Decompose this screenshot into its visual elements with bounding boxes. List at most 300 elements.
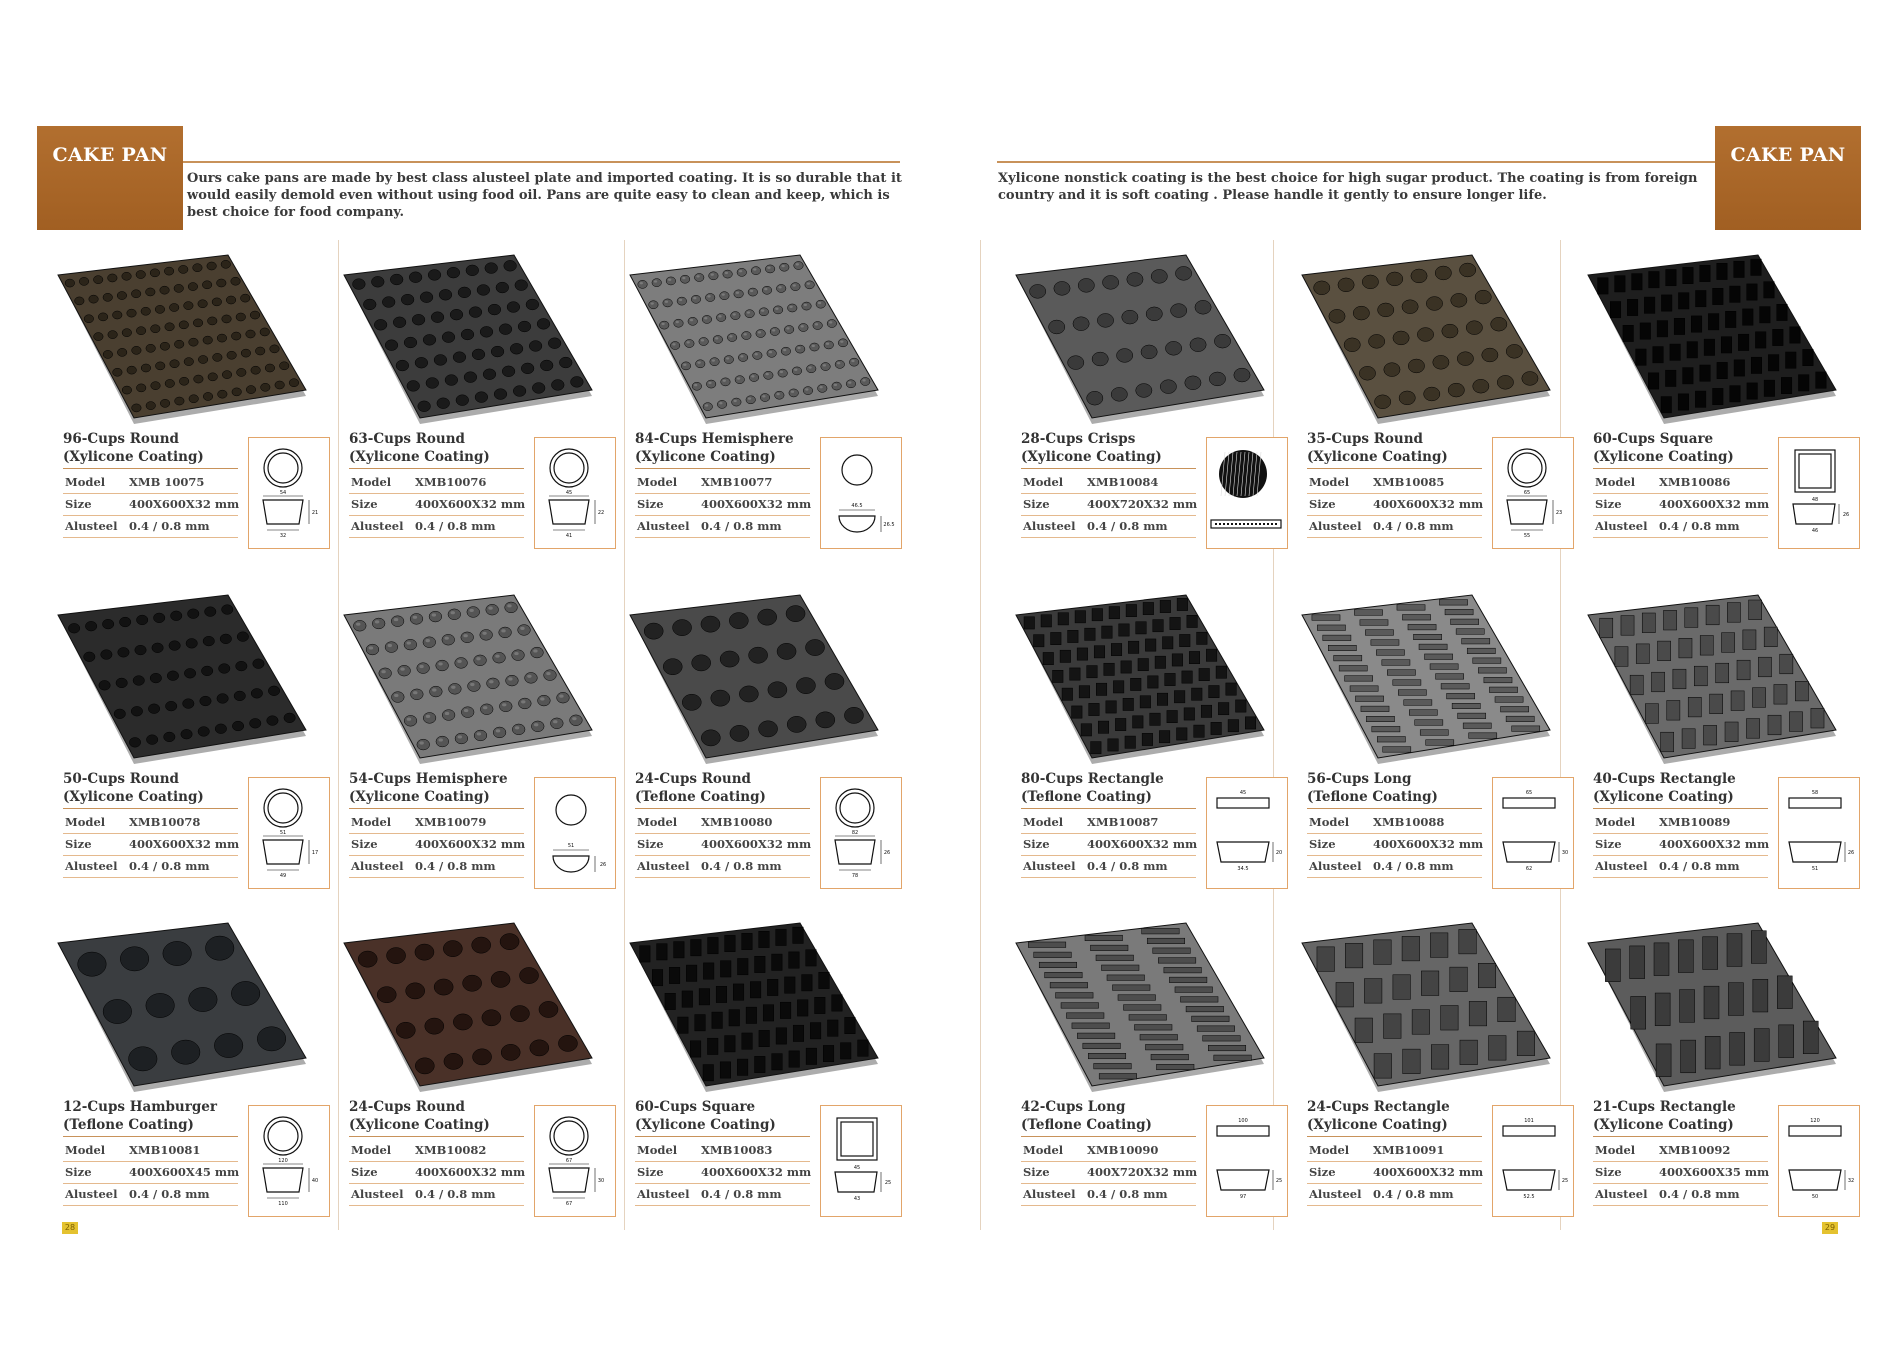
product-name [1593, 1098, 1778, 1134]
spec-label: Size [1595, 1165, 1622, 1179]
product-name [1593, 430, 1778, 466]
spec-value: 400X720X32 mm [1087, 1165, 1198, 1179]
spec-row-size [1021, 834, 1196, 856]
spec-label: Size [637, 837, 664, 851]
spec-label: Model [1023, 815, 1064, 829]
spec-row-alusteel [349, 856, 524, 878]
dimension-diagram [535, 778, 614, 887]
spec-value: 400X600X32 mm [129, 837, 240, 851]
spec-value: XMB10077 [701, 475, 773, 489]
spec-rule [1021, 537, 1196, 538]
product-card [1282, 580, 1569, 910]
spec-value: 400X720X32 mm [1087, 497, 1198, 511]
spec-value: 0.4 / 0.8 mm [701, 1187, 782, 1201]
spec-label: Size [1023, 837, 1050, 851]
intro-text-right: Xylicone nonstick coating is the best choice for high sugar product. The coating is from foreign country and it is soft coating . Please handle it gently to ensure longer life. [998, 171, 1698, 203]
spec-label: Size [637, 497, 664, 511]
product-title: 63-Cups Round [349, 431, 465, 447]
product-name [635, 1098, 820, 1134]
spec-value: 0.4 / 0.8 mm [129, 859, 210, 873]
spec-value: XMB10089 [1659, 815, 1731, 829]
spec-row-alusteel [635, 856, 810, 878]
dimension-diagram-frame [1778, 777, 1860, 889]
product-name [1021, 430, 1206, 466]
spec-value: XMB10087 [1087, 815, 1159, 829]
title-rule [1307, 1136, 1482, 1137]
spec-row-model [1307, 1140, 1482, 1162]
dimension-diagram-frame [1206, 777, 1288, 889]
product-photo [324, 240, 596, 430]
spec-label: Alusteel [1309, 519, 1362, 533]
dimension-label: 26 [883, 850, 891, 856]
product-card [996, 908, 1283, 1238]
title-rule [1593, 808, 1768, 809]
spec-rule [635, 1205, 810, 1206]
dimension-diagram [1493, 1106, 1572, 1215]
dimension-label: 110 [278, 1201, 288, 1207]
product-title: 56-Cups Long [1307, 771, 1412, 787]
spec-row-alusteel [1021, 1184, 1196, 1206]
page-number-left: 28 [62, 1222, 78, 1234]
spec-label: Size [351, 1165, 378, 1179]
spec-value: 0.4 / 0.8 mm [1373, 859, 1454, 873]
product-photo-frame [1282, 908, 1554, 1098]
spec-row-model [1021, 1140, 1196, 1162]
dimension-label: 25 [1561, 1178, 1569, 1184]
spec-label: Alusteel [65, 1187, 118, 1201]
spec-row-alusteel [1307, 1184, 1482, 1206]
dimension-label: 100 [1238, 1118, 1248, 1124]
product-card [610, 908, 892, 1238]
product-name [349, 1098, 534, 1134]
spec-row-alusteel [1593, 856, 1768, 878]
dimension-diagram-frame [534, 437, 616, 549]
dimension-diagram [821, 778, 900, 887]
product-coating: (Teflone Coating) [1021, 789, 1152, 805]
dimension-label: 20 [1275, 850, 1283, 856]
product-name [63, 430, 248, 466]
product-card [38, 240, 319, 570]
spec-label: Model [65, 1143, 106, 1157]
product-photo-frame [1282, 580, 1554, 770]
spec-row-size [635, 494, 810, 516]
spec-value: XMB10082 [415, 1143, 487, 1157]
product-photo-frame [610, 580, 882, 770]
dimension-label: 30 [1561, 850, 1569, 856]
spec-row-model [1593, 812, 1768, 834]
dimension-diagram [535, 1106, 614, 1215]
product-coating: (Teflone Coating) [63, 1117, 194, 1133]
spec-value: XMB10091 [1373, 1143, 1445, 1157]
product-coating: (Xylicone Coating) [349, 789, 490, 805]
product-name [63, 1098, 248, 1134]
dimension-label: 32 [1847, 1178, 1855, 1184]
dimension-diagram-frame [1492, 437, 1574, 549]
product-card [996, 240, 1268, 570]
dimension-diagram [1493, 778, 1572, 887]
spec-row-size [1593, 494, 1768, 516]
product-title: 54-Cups Hemisphere [349, 771, 508, 787]
spec-label: Model [1595, 475, 1636, 489]
spec-value: 400X600X32 mm [129, 497, 240, 511]
spec-value: 400X600X32 mm [701, 497, 812, 511]
spec-value: 0.4 / 0.8 mm [1373, 519, 1454, 533]
spec-rule [1593, 537, 1768, 538]
spec-row-model [1593, 1140, 1768, 1162]
spec-value: 0.4 / 0.8 mm [415, 519, 496, 533]
spec-value: 400X600X45 mm [129, 1165, 240, 1179]
spec-row-alusteel [349, 1184, 524, 1206]
dimension-diagram-frame [1206, 437, 1288, 549]
dimension-label: 26 [1847, 850, 1855, 856]
spec-label: Size [1595, 497, 1622, 511]
product-coating: (Xylicone Coating) [635, 1117, 776, 1133]
product-title: 60-Cups Square [1593, 431, 1714, 447]
spec-label: Model [637, 1143, 678, 1157]
spec-label: Model [1595, 1143, 1636, 1157]
spec-value: 400X600X32 mm [1659, 497, 1770, 511]
product-title: 24-Cups Round [635, 771, 751, 787]
spec-value: 400X600X32 mm [1373, 1165, 1484, 1179]
spec-label: Size [65, 1165, 92, 1179]
product-coating: (Xylicone Coating) [63, 789, 204, 805]
product-photo [324, 908, 596, 1098]
spec-value: 0.4 / 0.8 mm [1087, 859, 1168, 873]
spec-value: 400X600X32 mm [1373, 497, 1484, 511]
spec-row-size [1021, 1162, 1196, 1184]
dimension-diagram-frame [534, 1105, 616, 1217]
spec-row-size [63, 494, 238, 516]
dimension-diagram-frame [820, 777, 902, 889]
spec-rule [1307, 877, 1482, 878]
spec-row-size [1307, 1162, 1482, 1184]
product-photo-frame [324, 580, 596, 770]
dimension-label: 46.5 [851, 503, 863, 509]
product-photo-frame [1282, 240, 1554, 430]
spec-value: 400X600X35 mm [1659, 1165, 1770, 1179]
spec-row-alusteel [1021, 516, 1196, 538]
product-photo [1568, 580, 1840, 770]
dimension-diagram [249, 438, 328, 547]
product-coating: (Xylicone Coating) [349, 449, 490, 465]
product-photo [1282, 580, 1554, 770]
product-card [610, 240, 895, 570]
title-rule [1593, 468, 1768, 469]
spec-value: XMB10085 [1373, 475, 1445, 489]
dimension-label: 17 [311, 850, 319, 856]
dimension-label: 45 [565, 490, 573, 496]
spec-row-model [63, 812, 238, 834]
title-rule [635, 468, 810, 469]
dimension-label: 26 [1842, 512, 1850, 518]
dimension-label: 97 [1239, 1194, 1247, 1200]
spec-label: Size [1309, 1165, 1336, 1179]
title-rule [635, 1136, 810, 1137]
product-card [610, 580, 891, 910]
dimension-label: 65 [1523, 490, 1531, 496]
spec-label: Model [637, 475, 678, 489]
spec-row-size [349, 494, 524, 516]
page-number-right: 29 [1822, 1222, 1838, 1234]
spec-label: Model [351, 1143, 392, 1157]
spec-row-model [635, 1140, 810, 1162]
dimension-label: 51 [567, 843, 575, 849]
dimension-label: 40 [311, 1178, 319, 1184]
spec-label: Model [65, 815, 106, 829]
spec-label: Alusteel [351, 1187, 404, 1201]
product-title: 60-Cups Square [635, 1099, 756, 1115]
spec-row-size [349, 834, 524, 856]
product-title: 50-Cups Round [63, 771, 179, 787]
intro-text-left: Ours cake pans are made by best class alusteel plate and imported coating. It is so durable that it would easily demold even without using food oil. Pans are quite easy to clean and keep, which is best choice for food company. [187, 171, 902, 220]
spec-value: 400X600X32 mm [701, 837, 812, 851]
product-card [324, 240, 605, 570]
spec-rule [635, 877, 810, 878]
spec-value: 0.4 / 0.8 mm [1373, 1187, 1454, 1201]
spec-label: Model [1309, 475, 1350, 489]
spec-value: XMB10078 [129, 815, 201, 829]
product-title: 40-Cups Rectangle [1593, 771, 1736, 787]
spec-value: 0.4 / 0.8 mm [129, 519, 210, 533]
section-tab-right: CAKE PAN [1715, 126, 1861, 230]
spec-value: XMB10076 [415, 475, 487, 489]
product-photo [38, 240, 310, 430]
product-photo [1568, 240, 1840, 430]
title-rule [63, 1136, 238, 1137]
product-photo-frame [38, 580, 310, 770]
dimension-label: 34.5 [1237, 866, 1249, 872]
product-card [38, 580, 319, 910]
dimension-label: 49 [279, 873, 287, 879]
product-photo [324, 580, 596, 770]
spec-row-size [1307, 834, 1482, 856]
dimension-label: 45 [853, 1165, 861, 1171]
page-gutter [980, 240, 981, 1230]
spec-rule [1021, 1205, 1196, 1206]
spec-row-size [635, 834, 810, 856]
product-coating: (Teflone Coating) [1307, 789, 1438, 805]
dimension-diagram-frame [248, 437, 330, 549]
product-title: 21-Cups Rectangle [1593, 1099, 1736, 1115]
product-name [1307, 770, 1492, 806]
spec-label: Size [637, 1165, 664, 1179]
product-coating: (Xylicone Coating) [1593, 789, 1734, 805]
spec-value: 0.4 / 0.8 mm [1087, 1187, 1168, 1201]
dimension-label: 41 [565, 533, 573, 539]
spec-value: 0.4 / 0.8 mm [129, 1187, 210, 1201]
spec-label: Size [1595, 837, 1622, 851]
spec-row-size [63, 1162, 238, 1184]
spec-row-size [1593, 1162, 1768, 1184]
spec-value: 0.4 / 0.8 mm [415, 859, 496, 873]
product-photo [996, 908, 1268, 1098]
spec-value: 400X600X32 mm [415, 497, 526, 511]
product-photo-frame [1568, 240, 1840, 430]
spec-label: Alusteel [351, 519, 404, 533]
dimension-label: 54 [279, 490, 287, 496]
spec-label: Alusteel [1023, 1187, 1076, 1201]
spec-value: XMB10090 [1087, 1143, 1159, 1157]
product-photo-frame [38, 908, 310, 1098]
product-name [1593, 770, 1778, 806]
dimension-diagram-frame [1778, 1105, 1860, 1217]
spec-row-model [1307, 472, 1482, 494]
product-photo-frame [324, 240, 596, 430]
product-photo-frame [610, 240, 882, 430]
dimension-diagram [1779, 1106, 1858, 1215]
spec-row-model [349, 472, 524, 494]
dimension-label: 65 [1525, 790, 1533, 796]
dimension-diagram [1207, 438, 1286, 547]
product-photo-frame [324, 908, 596, 1098]
spec-row-model [635, 472, 810, 494]
spec-value: 400X600X32 mm [1659, 837, 1770, 851]
spec-value: 400X600X32 mm [415, 1165, 526, 1179]
product-title: 96-Cups Round [63, 431, 179, 447]
product-photo [38, 580, 310, 770]
product-title: 24-Cups Round [349, 1099, 465, 1115]
spec-value: XMB10084 [1087, 475, 1159, 489]
product-title: 24-Cups Rectangle [1307, 1099, 1450, 1115]
product-photo-frame [1568, 908, 1840, 1098]
spec-row-alusteel [63, 516, 238, 538]
product-name [1307, 430, 1492, 466]
spec-label: Alusteel [1595, 1187, 1648, 1201]
product-card [38, 908, 319, 1238]
section-tab-left: CAKE PAN [37, 126, 183, 230]
spec-row-alusteel [1307, 516, 1482, 538]
product-title: 35-Cups Round [1307, 431, 1423, 447]
spec-row-model [1593, 472, 1768, 494]
dimension-label: 52.5 [1523, 1194, 1535, 1200]
product-photo [610, 908, 882, 1098]
spec-label: Model [351, 815, 392, 829]
spec-value: 0.4 / 0.8 mm [1087, 519, 1168, 533]
product-name [1021, 770, 1206, 806]
title-rule [1021, 468, 1196, 469]
spec-row-model [1307, 812, 1482, 834]
product-card [324, 908, 605, 1238]
spec-rule [1593, 877, 1768, 878]
product-coating: (Xylicone Coating) [1307, 1117, 1448, 1133]
spec-value: XMB10083 [701, 1143, 773, 1157]
product-title: 42-Cups Long [1021, 1099, 1126, 1115]
title-rule [1021, 808, 1196, 809]
product-coating: (Xylicone Coating) [63, 449, 204, 465]
spec-label: Size [351, 837, 378, 851]
product-photo [1282, 908, 1554, 1098]
spec-row-alusteel [635, 516, 810, 538]
product-card [1568, 908, 1855, 1238]
dimension-label: 78 [851, 873, 859, 879]
dimension-label: 26.5 [883, 522, 895, 528]
dimension-diagram-frame [820, 1105, 902, 1217]
spec-value: 0.4 / 0.8 mm [701, 859, 782, 873]
product-name [349, 770, 534, 806]
spec-label: Size [1309, 497, 1336, 511]
dimension-label: 120 [278, 1158, 288, 1164]
spec-label: Model [351, 475, 392, 489]
spec-label: Alusteel [1309, 859, 1362, 873]
spec-label: Alusteel [65, 859, 118, 873]
column-divider [1560, 240, 1561, 1230]
spec-value: 400X600X32 mm [701, 1165, 812, 1179]
dimension-label: 120 [1810, 1118, 1820, 1124]
title-rule [1307, 808, 1482, 809]
dimension-label: 26 [599, 862, 607, 868]
spec-label: Alusteel [1023, 859, 1076, 873]
spec-label: Model [1595, 815, 1636, 829]
dimension-label: 45 [1239, 790, 1247, 796]
product-photo-frame [996, 240, 1268, 430]
spec-value: 0.4 / 0.8 mm [415, 1187, 496, 1201]
spec-value: 400X600X32 mm [1087, 837, 1198, 851]
product-card [324, 580, 607, 910]
dimension-label: 25 [884, 1180, 892, 1186]
spec-value: 0.4 / 0.8 mm [701, 519, 782, 533]
spec-rule [349, 877, 524, 878]
product-name [63, 770, 248, 806]
spec-label: Size [65, 497, 92, 511]
dimension-diagram-frame [820, 437, 902, 549]
spec-row-size [1307, 494, 1482, 516]
spec-rule [1307, 537, 1482, 538]
spec-label: Size [1023, 1165, 1050, 1179]
title-rule [1307, 468, 1482, 469]
spec-label: Alusteel [1595, 859, 1648, 873]
product-photo-frame [996, 908, 1268, 1098]
product-photo [1568, 908, 1840, 1098]
spec-label: Model [1023, 1143, 1064, 1157]
product-name [635, 770, 820, 806]
spec-row-model [349, 812, 524, 834]
spec-row-alusteel [349, 516, 524, 538]
spec-row-model [63, 472, 238, 494]
dimension-label: 21 [311, 510, 319, 516]
product-coating: (Xylicone Coating) [1593, 449, 1734, 465]
header-rule-right [997, 161, 1715, 163]
spec-value: 400X600X32 mm [1373, 837, 1484, 851]
title-rule [349, 808, 524, 809]
spec-value: XMB10086 [1659, 475, 1731, 489]
dimension-diagram [1779, 778, 1858, 887]
dimension-label: 22 [597, 510, 605, 516]
title-rule [63, 468, 238, 469]
dimension-diagram-frame [534, 777, 616, 889]
spec-row-alusteel [635, 1184, 810, 1206]
product-coating: (Xylicone Coating) [1307, 449, 1448, 465]
dimension-label: 101 [1524, 1118, 1534, 1124]
spec-label: Alusteel [351, 859, 404, 873]
spec-rule [349, 1205, 524, 1206]
dimension-label: 30 [597, 1178, 605, 1184]
dimension-label: 67 [565, 1158, 573, 1164]
dimension-label: 55 [1523, 533, 1531, 539]
spec-row-alusteel [1021, 856, 1196, 878]
spec-rule [349, 537, 524, 538]
spec-value: 400X600X32 mm [415, 837, 526, 851]
dimension-label: 82 [851, 830, 859, 836]
spec-rule [635, 537, 810, 538]
product-title: 84-Cups Hemisphere [635, 431, 794, 447]
product-photo [1282, 240, 1554, 430]
product-coating: (Xylicone Coating) [635, 449, 776, 465]
product-card [1568, 240, 1850, 570]
dimension-diagram-frame [1492, 1105, 1574, 1217]
spec-value: 0.4 / 0.8 mm [1659, 859, 1740, 873]
spec-label: Model [1023, 475, 1064, 489]
spec-row-model [635, 812, 810, 834]
